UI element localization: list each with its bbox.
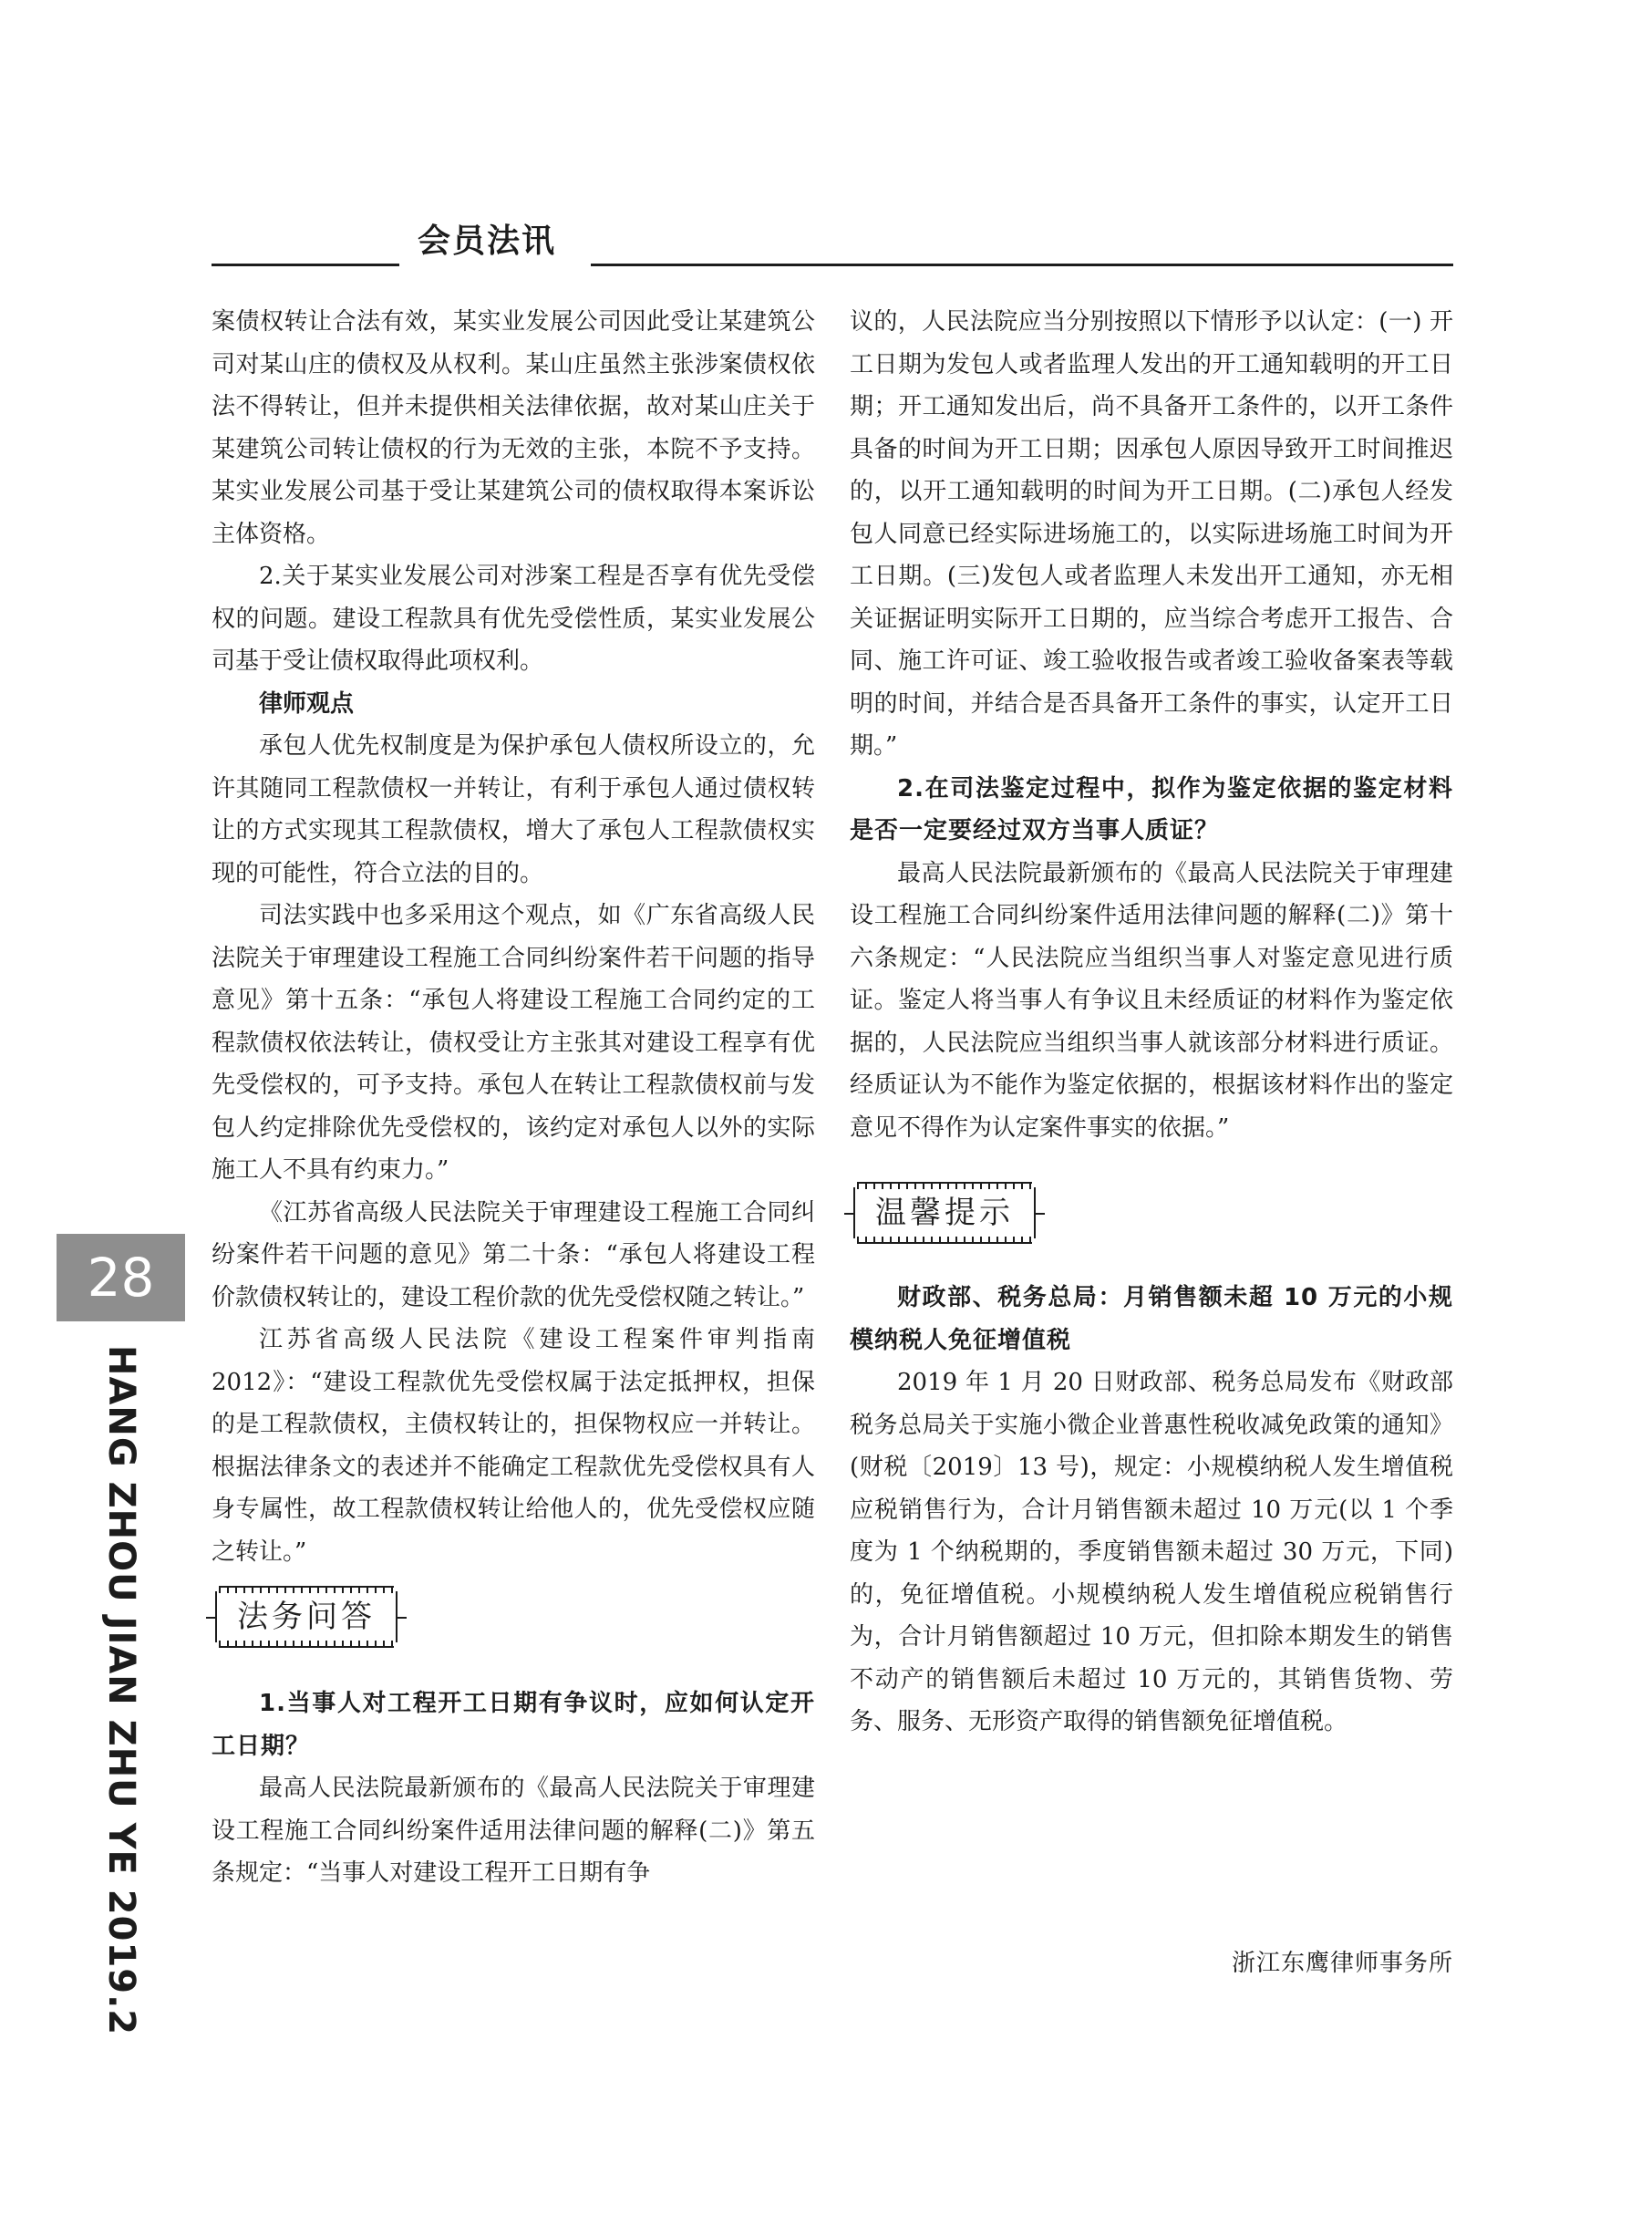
journal-vertical-label: HANG ZHOU JIAN ZHU YE 2019.2 — [100, 1345, 142, 2036]
page-number-tab: 28 — [57, 1234, 185, 1321]
tip-heading: 财政部、税务总局：月销售额未超 10 万元的小规模纳税人免征增值税 — [850, 1284, 1453, 1354]
box-border-left — [853, 1187, 862, 1238]
box-border-right — [1027, 1187, 1036, 1238]
law-qa-box-label: 法务问答 — [237, 1599, 376, 1635]
box-tick-left — [206, 1617, 215, 1619]
section-title: 会员法讯 — [418, 223, 557, 260]
tips-box-wrap — [850, 1182, 1453, 1244]
box-tick-left — [844, 1213, 853, 1215]
paragraph: 议的，人民法院应当分别按照以下情形予以认定：(一) 开工日期为发包人或者监理人发出的开工通知载明的开工日期；开工通知发出后，尚不具备开工条件的，以开工条件具备的时间为开工日期；因承包人原因导致开工时间推迟的，以开工通知载明的时间为开工日期。(二)承包人经发包人同意已经实际进场施工的，以实际进场施工时间为开工日期。(三)发包人或者监理人未发出开工通知，亦无相关证据证明实际开工日期的，应当综合考虑开工报告、合同、施工许可证、竣工验收报告或者竣工验收备案表等载明的时间，并结合是否具备开工条件的事实，认定开工日期。” — [850, 308, 1453, 760]
paragraph: 最高人民法院最新颁布的《最高人民法院关于审理建设工程施工合同纠纷案件适用法律问题的解释(二)》第十六条规定：“人民法院应当组织当事人对鉴定意见进行质证。鉴定人将当事人有争议且未经质证的材料作为鉴定依据的，人民法院应当组织当事人就该部分材料进行质证。经质证认为不能作为鉴定依据的，根据该材料作出的鉴定意见不得作为认定案件事实的依据。” — [850, 859, 1453, 1142]
paragraph: 承包人优先权制度是为保护承包人债权所设立的，允许其随同工程款债权一并转让，有利于承包人通过债权转让的方式实现其工程款债权，增大了承包人工程款债权实现的可能性，符合立法的目的。 — [212, 732, 815, 887]
law-qa-box — [212, 1586, 401, 1648]
signature: 浙江东鹰律师事务所 — [1231, 1950, 1453, 1977]
box-border-right — [388, 1591, 398, 1642]
paragraph: 《江苏省高级人民法院关于审理建设工程施工合同纠纷案件若干问题的意见》第二十条：“承包人将建设工程价款债权转让的，建设工程价款的优先受偿权随之转让。” — [212, 1198, 815, 1311]
header-rule-left — [212, 264, 399, 266]
question-heading: 2.在司法鉴定过程中，拟作为鉴定依据的鉴定材料是否一定要经过双方当事人质证？ — [850, 774, 1453, 844]
box-border-left — [215, 1591, 224, 1642]
paragraph: 江苏省高级人民法院《建设工程案件审判指南2012》：“建设工程款优先受偿权属于法定抵押权，担保的是工程款债权，主债权转让的，担保物权应一并转让。根据法律条文的表述并不能确定工程款优先受偿权具有人身专属性，故工程款债权转让给他人的，优先受偿权应随之转让。” — [212, 1326, 815, 1566]
question-heading: 1.当事人对工程开工日期有争议时，应如何认定开工日期？ — [212, 1690, 815, 1760]
paragraph: 司法实践中也多采用这个观点，如《广东省高级人民法院关于审理建设工程施工合同纠纷案件若干问题的指导意见》第十五条：“承包人将建设工程施工合同约定的工程款债权依法转让，债权受让方主张其对建设工程享有优先受偿权的，可予支持。承包人在转让工程款债权前与发包人约定排除优先受偿权的，该约定对承包人以外的实际施工人不具有约束力。” — [212, 902, 815, 1184]
paragraph: 最高人民法院最新颁布的《最高人民法院关于审理建设工程施工合同纠纷案件适用法律问题的解释(二)》第五条规定：“当事人对建设工程开工日期有争 — [212, 1775, 815, 1887]
header-rule-right — [591, 264, 1453, 266]
right-column — [850, 301, 1453, 1744]
paragraph: 2.关于某实业发展公司对涉案工程是否享有优先受偿权的问题。建设工程款具有优先受偿性质，某实业发展公司基于受让债权取得此项权利。 — [212, 563, 815, 675]
left-column — [212, 301, 815, 1895]
tips-box-label: 温馨提示 — [875, 1195, 1014, 1231]
law-qa-box-wrap — [212, 1586, 815, 1648]
box-tick-right — [1036, 1213, 1045, 1215]
box-tick-right — [398, 1617, 407, 1619]
paragraph: 案债权转让合法有效，某实业发展公司因此受让某建筑公司对某山庄的债权及从权利。某山庄虽然主张涉案债权依法不得转让，但并未提供相关法律依据，故对某山庄关于某建筑公司转让债权的行为无效的主张，本院不予支持。某实业发展公司基于受让某建筑公司的债权取得本案诉讼主体资格。 — [212, 308, 815, 548]
paragraph: 2019 年 1 月 20 日财政部、税务总局发布《财政部税务总局关于实施小微企业普惠性税收减免政策的通知》(财税〔2019〕13 号)，规定：小规模纳税人发生增值税应税销售行为，合计月销售额未超过 10 万元(以 1 个季度为 1 个纳税期的，季度销售额未超过 30 万元，下同)的，免征增值税。小规模纳税人发生增值税应税销售行为，合计月销售额超过 10 万元，但扣除本期发生的销售不动产的销售额后未超过 10 万元的，其销售货物、劳务、服务、无形资产取得的销售额免征增值税。 — [850, 1369, 1453, 1735]
lawyer-view-heading: 律师观点 — [259, 689, 355, 718]
tips-box — [850, 1182, 1039, 1244]
